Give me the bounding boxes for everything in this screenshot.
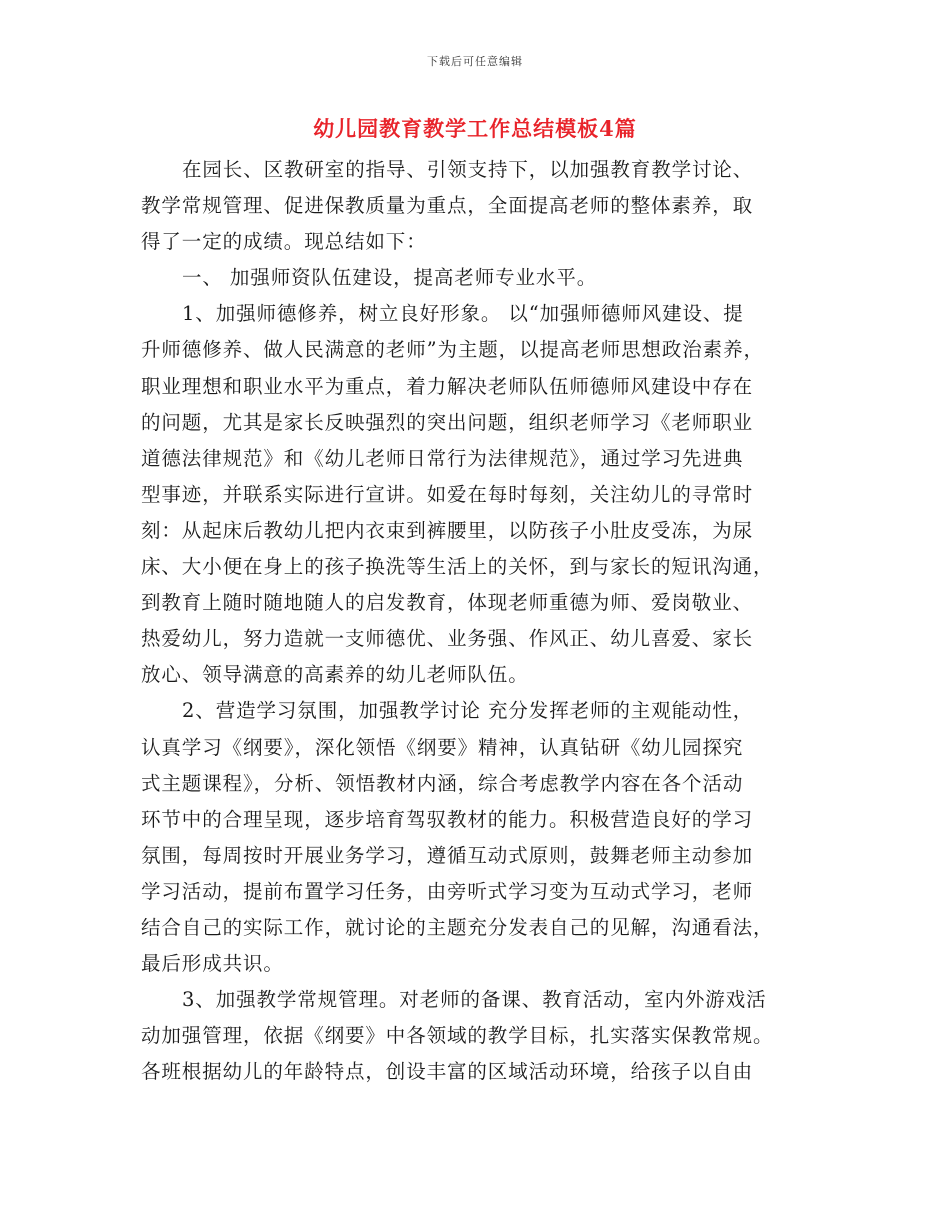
text-line: 到教育上随时随地随人的启发教育，体现老师重德为师、爱岗敬业、 — [141, 591, 754, 615]
text-line: 氛围，每周按时开展业务学习，遵循互动式原则，鼓舞老师主动参加 — [141, 843, 754, 867]
header-note: 下载后可任意编辑 — [427, 55, 523, 68]
text-line: 教学常规管理、促进保教质量为重点，全面提高老师的整体素养，取 — [141, 194, 754, 218]
text-line: 环节中的合理呈现，逐步培育驾驭教材的能力。积极营造良好的学习 — [141, 807, 754, 831]
text-line: 热爱幼儿，努力造就一支师德优、业务强、作风正、幼儿喜爱、家长 — [141, 627, 754, 651]
text-line: 学习活动，提前布置学习任务，由旁听式学习变为互动式学习，老师 — [141, 879, 754, 903]
text-line: 一、 加强师资队伍建设，提高老师专业水平。 — [182, 266, 598, 290]
text-line: 各班根据幼儿的年龄特点，创设丰富的区域活动环境，给孩子以自由 — [141, 1060, 754, 1084]
text-line: 职业理想和职业水平为重点，着力解决老师队伍师德师风建设中存在 — [141, 374, 754, 398]
text-line: 式主题课程》，分析、领悟教材内涵，综合考虑教学内容在各个活动 — [141, 771, 744, 795]
text-line: 的问题，尤其是家长反映强烈的突出问题，组织老师学习《老师职业 — [141, 410, 754, 434]
text-line: 结合自己的实际工作，就讨论的主题充分发表自己的见解，沟通看法， — [141, 915, 774, 939]
text-line: 刻：从起床后教幼儿把内衣束到裤腰里，以防孩子小肚皮受冻，为尿 — [141, 518, 754, 542]
text-line: 升师德修养、做人民满意的老师”为主题，以提高老师思想政治素养， — [141, 338, 764, 362]
text-line: 2、营造学习氛围，加强教学讨论 充分发挥老师的主观能动性， — [182, 699, 754, 723]
text-line: 床、大小便在身上的孩子换洗等生活上的关怀，到与家长的短讯沟通， — [141, 555, 774, 579]
text-line: 道德法律规范》和《幼儿老师日常行为法律规范》，通过学习先进典 — [141, 446, 744, 470]
text-line: 最后形成共识。 — [141, 952, 284, 976]
text-line: 1、加强师德修养，树立良好形象。 以“加强师德师风建设、提 — [182, 302, 744, 326]
text-line: 认真学习《纲要》，深化领悟《纲要》精神，认真钻研《幼儿园探究 — [141, 735, 744, 759]
text-line: 型事迹，并联系实际进行宣讲。如爱在每时每刻，关注幼儿的寻常时 — [141, 482, 754, 506]
text-line: 在园长、区教研室的指导、引领支持下，以加强教育教学讨论、 — [182, 158, 754, 181]
text-line: 动加强管理，依据《纲要》中各领域的教学目标，扎实落实保教常规。 — [141, 1024, 774, 1048]
text-line: 得了一定的成绩。现总结如下： — [141, 230, 427, 254]
document-body — [141, 152, 809, 1090]
text-line: 放心、领导满意的高素养的幼儿老师队伍。 — [141, 663, 529, 687]
text-line: 3、加强教学常规管理。对老师的备课、教育活动，室内外游戏活 — [182, 988, 767, 1012]
document-title: 幼儿园教育教学工作总结模板4篇 — [313, 116, 637, 141]
